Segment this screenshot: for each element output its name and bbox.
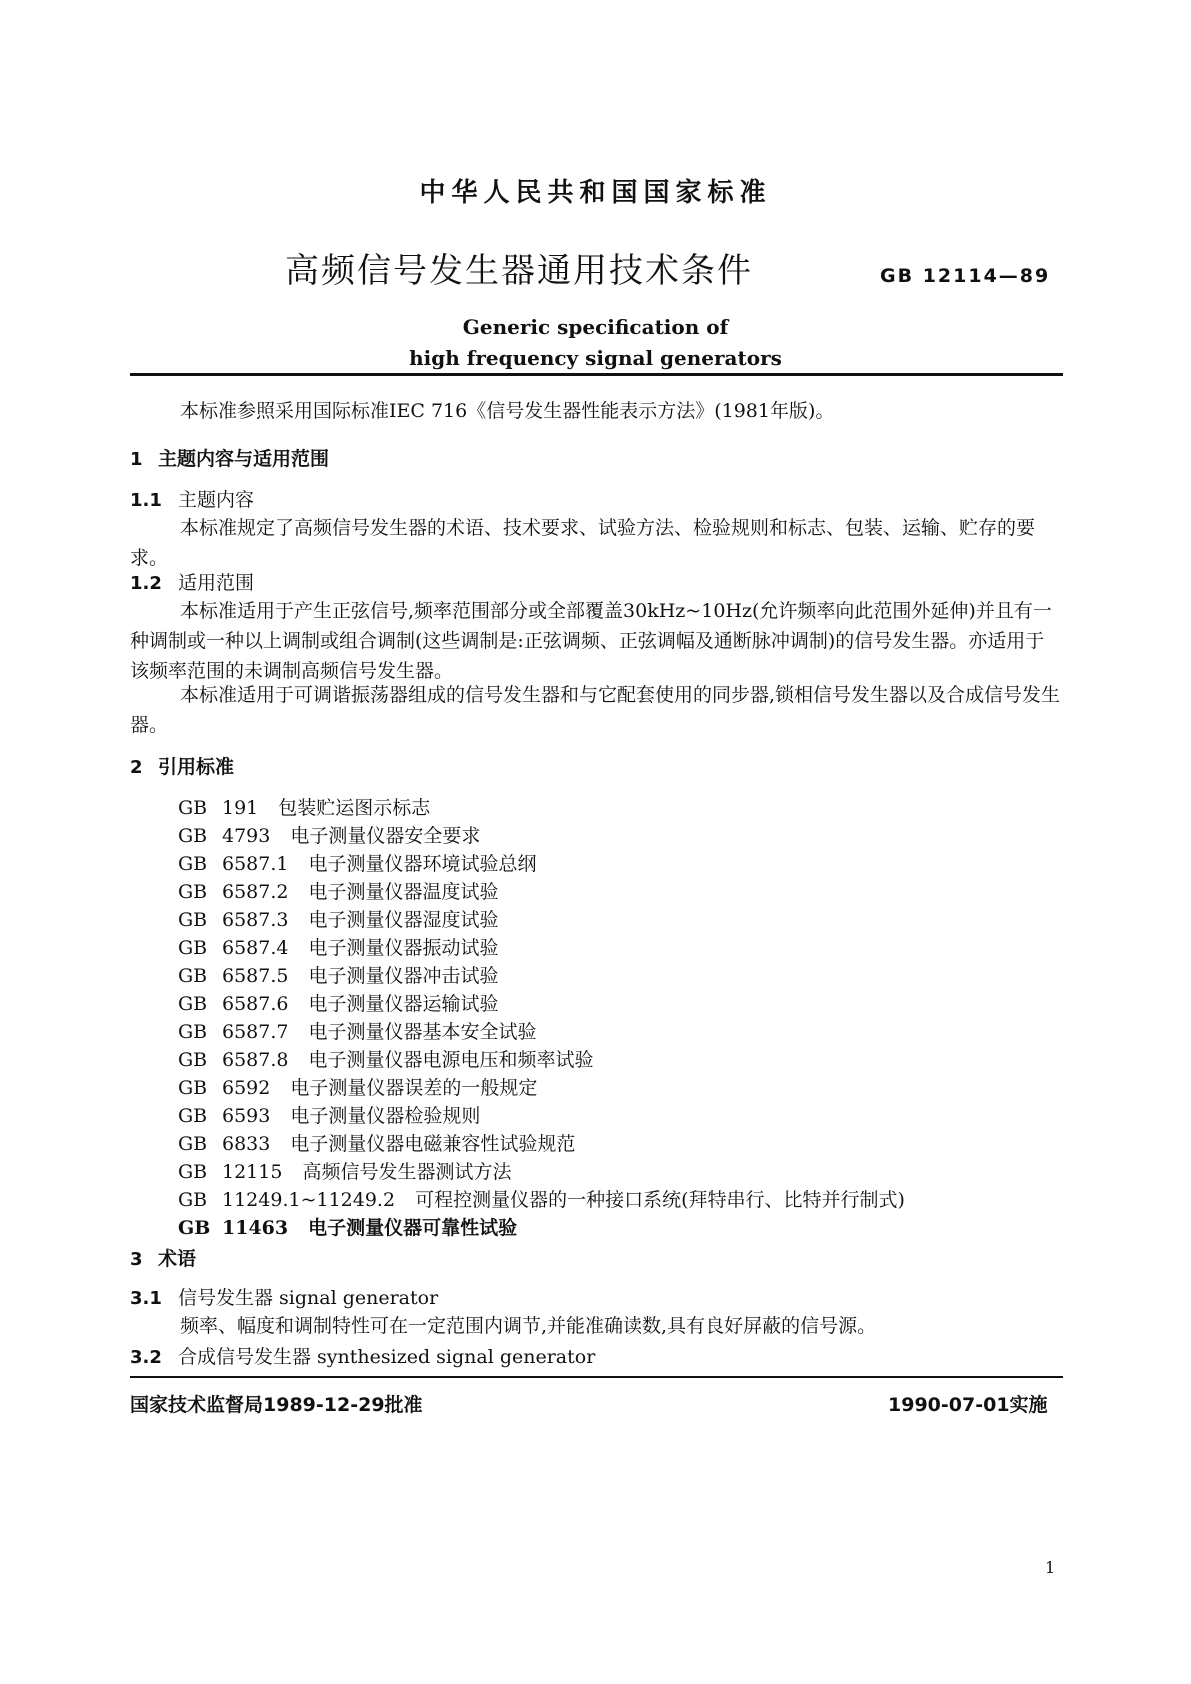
reference-item: GB 11249.1~11249.2 可程控测量仪器的一种接口系统(拜特串行、比特并行制式) [178,1189,905,1211]
reference-item: GB 6587.7 电子测量仪器基本安全试验 [178,1021,537,1043]
reference-item: GB 4793 电子测量仪器安全要求 [178,825,481,847]
intro-paragraph: 本标准参照采用国际标准IEC 716《信号发生器性能表示方法》(1981年版)。 [180,400,835,422]
reference-item: GB 11463 电子测量仪器可靠性试验 [178,1217,518,1239]
section1-1-number: 1.1 [130,490,162,511]
section3-title: 术语 [158,1248,197,1270]
section1-2-title: 适用范围 [178,572,255,594]
section2-title: 引用标准 [158,756,235,778]
section1-2-heading [130,568,254,599]
implementation-date: 1990-07-01实施 [888,1394,1048,1416]
section3-number: 3 [130,1249,143,1270]
document-title-en [0,312,1191,374]
section3-2-title: 合成信号发生器 synthesized signal generator [178,1346,596,1368]
section1-heading [130,444,329,471]
section3-1-title: 信号发生器 signal generator [178,1287,439,1309]
section1-2-text2: 本标准适用于可调谐振荡器组成的信号发生器和与它配套使用的同步器,锁相信号发生器以及合成信号发生器。 [130,684,1061,736]
section2-heading [130,752,234,779]
page-number: 1 [1045,1558,1056,1577]
section3-heading [130,1244,196,1271]
approval-info: 国家技术监督局1989-12-29批准 [130,1394,423,1416]
footer-rule [130,1376,1063,1378]
section1-1-title: 主题内容 [178,489,255,511]
reference-item: GB 6587.4 电子测量仪器振动试验 [178,937,499,959]
section2-number: 2 [130,757,143,778]
title-en-line1: Generic specification of [462,315,729,339]
section1-1-heading [130,485,254,516]
title-en-line2: high frequency signal generators [409,346,782,370]
reference-item: GB 12115 高频信号发生器测试方法 [178,1161,512,1183]
national-standard-heading: 中华人民共和国国家标准 [419,178,772,208]
section3-2-number: 3.2 [130,1347,162,1368]
reference-item: GB 6587.3 电子测量仪器湿度试验 [178,909,499,931]
standard-code: GB 12114—89 [880,265,1051,287]
section1-title: 主题内容与适用范围 [158,448,330,470]
reference-item: GB 6833 电子测量仪器电磁兼容性试验规范 [178,1133,576,1155]
section1-1-text: 本标准规定了高频信号发生器的术语、技术要求、试验方法、检验规则和标志、包装、运输、贮存的要求。 [130,517,1036,569]
document-title-cn: 高频信号发生器通用技术条件 [285,251,753,291]
section3-1-text: 频率、幅度和调制特性可在一定范围内调节,并能准确读数,具有良好屏蔽的信号源。 [180,1315,877,1337]
header-rule [130,373,1063,376]
reference-item: GB 6587.5 电子测量仪器冲击试验 [178,965,499,987]
section1-2-number: 1.2 [130,573,162,594]
reference-item: GB 6593 电子测量仪器检验规则 [178,1105,481,1127]
reference-item: GB 191 包装贮运图示标志 [178,797,431,819]
section1-2-text1: 本标准适用于产生正弦信号,频率范围部分或全部覆盖30kHz~10Hz(允许频率向此范围外延伸)并且有一种调制或一种以上调制或组合调制(这些调制是:正弦调频、正弦调幅及通断脉冲调制)的信号发生器。亦适用于该频率范围的未调制高频信号发生器。 [130,600,1052,682]
reference-item: GB 6587.2 电子测量仪器温度试验 [178,881,499,903]
reference-item: GB 6587.8 电子测量仪器电源电压和频率试验 [178,1049,594,1071]
reference-item: GB 6587.6 电子测量仪器运输试验 [178,993,499,1015]
section3-1-number: 3.1 [130,1288,162,1309]
reference-item: GB 6592 电子测量仪器误差的一般规定 [178,1077,538,1099]
section3-1-heading [130,1283,438,1314]
section3-2-heading [130,1342,595,1373]
reference-item: GB 6587.1 电子测量仪器环境试验总纲 [178,853,537,875]
section1-number: 1 [130,449,143,470]
